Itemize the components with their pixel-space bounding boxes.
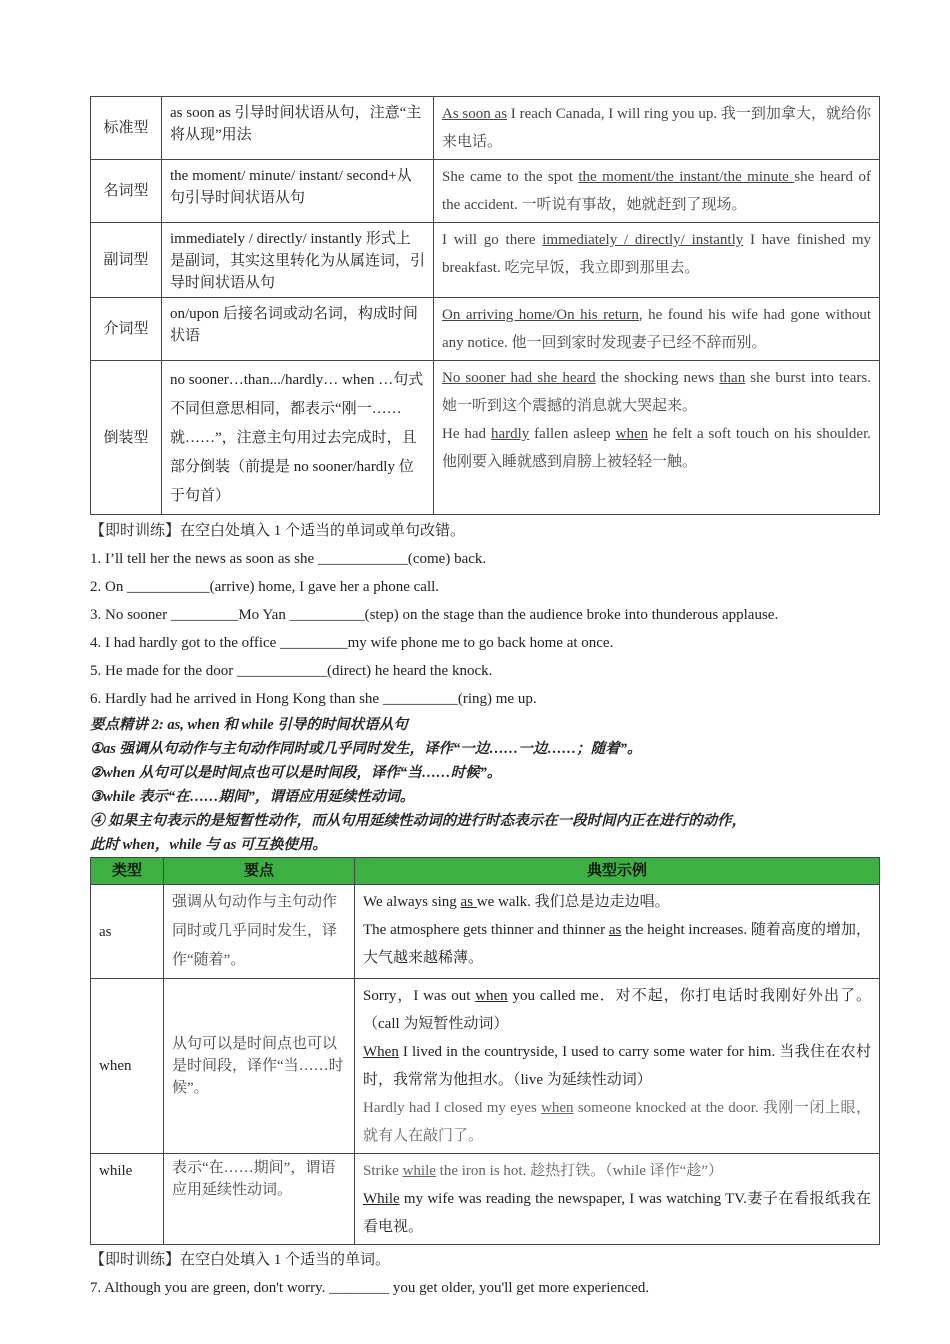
example-cell bbox=[355, 979, 880, 1154]
example-sentence bbox=[363, 1185, 871, 1241]
practice-item: 4. I had hardly got to the office _________my wife phone me to go back home at once. bbox=[90, 635, 614, 651]
practice-item: 1. I’ll tell her the news as soon as she ____________(come) back. bbox=[90, 551, 487, 567]
underlined-phrase: when bbox=[475, 988, 508, 1004]
type-cell: 副词型 bbox=[91, 223, 162, 298]
table-row bbox=[91, 979, 880, 1154]
point-cell: immediately / directly/ instantly 形式上是副词，其实这里转化为从属连词，引导时间状语从句 bbox=[162, 223, 434, 298]
column-header: 要点 bbox=[164, 858, 355, 885]
example-text: fallen asleep bbox=[529, 426, 616, 442]
underlined-phrase: While bbox=[363, 1191, 400, 1207]
example-text: my wife was reading the newspaper, I was watching TV.妻子在看报纸我在看电视。 bbox=[363, 1191, 871, 1235]
example-cell bbox=[355, 1154, 880, 1245]
table-row bbox=[91, 223, 880, 298]
table-row bbox=[91, 97, 880, 160]
column-header: 类型 bbox=[91, 858, 164, 885]
practice-header: 【即时训练】在空白处填入 1 个适当的单词。 bbox=[90, 1252, 391, 1268]
example-text: I lived in the countryside, I used to carry some water for him. 当我住在农村时，我常常为他担水。（live 为延续性动词） bbox=[363, 1044, 871, 1088]
underlined-phrase: immediately / directly/ instantly bbox=[542, 232, 744, 248]
table-row bbox=[91, 361, 880, 515]
example-text: , he found his wife had gone without any notice. 他一回到家时发现妻子已经不辞而别。 bbox=[442, 307, 871, 351]
example-text: The atmosphere gets thinner and thinner bbox=[363, 922, 609, 938]
underlined-phrase: while bbox=[402, 1163, 436, 1179]
table-row bbox=[91, 1154, 880, 1245]
keypoint-item: ①as 强调从句动作与主句动作同时或几乎同时发生，译作“一边……一边……；随着”。 bbox=[90, 741, 642, 757]
underlined-phrase: hardly bbox=[490, 426, 530, 442]
practice-header: 【即时训练】在空白处填入 1 个适当的单词或单句改错。 bbox=[90, 523, 466, 539]
example-text: I have finished my breakfast. 吃完早饭，我立即到那里去。 bbox=[442, 232, 871, 276]
underlined-phrase: when bbox=[541, 1100, 574, 1116]
example-sentence bbox=[442, 364, 871, 420]
practice-item: 5. He made for the door ____________(direct) he heard the knock. bbox=[90, 663, 493, 679]
type-cell: while bbox=[91, 1154, 164, 1245]
keypoint-item: ④ 如果主句表示的是短暂性动作，而从句用延续性动词的进行时态表示在一段时间内正在进行的动作， bbox=[90, 813, 747, 829]
keypoint-section bbox=[90, 713, 880, 857]
table-row bbox=[91, 298, 880, 361]
underlined-phrase: than bbox=[719, 370, 746, 386]
table-row bbox=[91, 885, 880, 979]
underlined-phrase: when bbox=[615, 426, 649, 442]
practice-item: 3. No sooner _________Mo Yan __________(step) on the stage than the audience broke into thunderous applause. bbox=[90, 607, 779, 623]
type-cell: as bbox=[91, 885, 164, 979]
example-text: We always sing bbox=[363, 894, 461, 910]
underlined-phrase: When bbox=[363, 1044, 399, 1060]
example-text: I reach Canada, I will ring you up. 我一到加拿大，就给你来电话。 bbox=[442, 106, 871, 150]
example-cell bbox=[355, 885, 880, 979]
example-text: Sorry，I was out bbox=[363, 988, 476, 1004]
example-text: we walk. 我们总是边走边唱。 bbox=[476, 894, 670, 910]
example-sentence bbox=[442, 420, 871, 476]
example-text: I will go there bbox=[442, 232, 543, 248]
keypoint-item: ②when 从句可以是时间点也可以是时间段，译作“当……时候”。 bbox=[90, 765, 502, 781]
underlined-phrase: As soon as bbox=[442, 106, 508, 122]
type-cell: 名词型 bbox=[91, 160, 162, 223]
time-clause-table bbox=[90, 96, 880, 515]
example-text: he felt a soft touch on his shoulder. 他刚要入睡就感到肩膀上被轻轻一触。 bbox=[442, 426, 872, 470]
type-cell: when bbox=[91, 979, 164, 1154]
example-sentence bbox=[363, 1038, 871, 1094]
type-cell: 标准型 bbox=[91, 97, 162, 160]
type-cell: 介词型 bbox=[91, 298, 162, 361]
example-text: He had bbox=[442, 426, 491, 442]
table-row bbox=[91, 160, 880, 223]
underlined-phrase: On arriving home/On his return bbox=[442, 307, 639, 323]
underlined-phrase: the moment/the instant/the minute bbox=[578, 169, 795, 185]
underlined-phrase: as bbox=[608, 922, 622, 938]
point-cell: 从句可以是时间点也可以是时间段，译作“当……时候”。 bbox=[164, 979, 355, 1154]
practice-section-1 bbox=[90, 517, 880, 713]
practice-item: 2. On ___________(arrive) home, I gave her a phone call. bbox=[90, 579, 440, 595]
example-text: the shocking news bbox=[595, 370, 720, 386]
example-text: She came to the spot bbox=[442, 169, 579, 185]
example-text: you called me．对不起，你打电话时我刚好外出了。（call 为短暂性动词） bbox=[363, 988, 871, 1032]
page bbox=[90, 96, 880, 1302]
example-cell bbox=[434, 97, 880, 160]
point-cell: as soon as 引导时间状语从句，注意“主将从现”用法 bbox=[162, 97, 434, 160]
example-cell bbox=[434, 223, 880, 298]
practice-section-2 bbox=[90, 1246, 880, 1302]
example-text: the iron is hot. 趁热打铁。（while 译作“趁”） bbox=[435, 1163, 723, 1179]
underlined-phrase: No sooner had she heard bbox=[442, 370, 596, 386]
keypoint-item: ③while 表示“在……期间”，谓语应用延续性动词。 bbox=[90, 789, 415, 805]
example-text: Strike bbox=[363, 1163, 403, 1179]
point-cell: no sooner…than.../hardly… when …句式不同但意思相同，都表示“刚一……就……”，注意主句用过去完成时，且部分倒装（前提是 no sooner/hardly 位于句首） bbox=[162, 361, 434, 515]
keypoint-item: 此时 when，while 与 as 可互换使用。 bbox=[90, 837, 327, 853]
example-cell bbox=[434, 298, 880, 361]
example-sentence bbox=[363, 1094, 871, 1150]
example-text: she burst into tears. 她一听到这个震撼的消息就大哭起来。 bbox=[442, 370, 871, 414]
section-title: 要点精讲 2: as, when 和 while 引导的时间状语从句 bbox=[90, 717, 408, 733]
point-cell: on/upon 后接名词或动名词，构成时间状语 bbox=[162, 298, 434, 361]
example-text: the height increases. 随着高度的增加，大气越来越稀薄。 bbox=[363, 922, 871, 966]
point-cell: 强调从句动作与主句动作同时或几乎同时发生，译作“随着”。 bbox=[164, 885, 355, 979]
example-text: someone knocked at the door. 我刚一闭上眼，就有人在敲门了。 bbox=[363, 1100, 871, 1144]
column-header: 典型示例 bbox=[355, 858, 880, 885]
as-when-while-table bbox=[90, 857, 880, 1245]
table-header-row bbox=[91, 858, 880, 885]
example-sentence bbox=[363, 916, 871, 972]
example-sentence bbox=[363, 982, 871, 1038]
underlined-phrase: as bbox=[460, 894, 477, 910]
point-cell: 表示“在……期间”，谓语应用延续性动词。 bbox=[164, 1154, 355, 1245]
example-cell bbox=[434, 160, 880, 223]
example-text: Hardly had I closed my eyes bbox=[363, 1100, 542, 1116]
example-sentence bbox=[363, 1157, 871, 1185]
example-text: she heard of the accident. 一听说有事故，她就赶到了现场。 bbox=[442, 169, 871, 213]
type-cell: 倒装型 bbox=[91, 361, 162, 515]
point-cell: the moment/ minute/ instant/ second+从句引导时间状语从句 bbox=[162, 160, 434, 223]
example-cell bbox=[434, 361, 880, 515]
practice-item: 6. Hardly had he arrived in Hong Kong than she __________(ring) me up. bbox=[90, 691, 537, 707]
practice-item: 7. Although you are green, don't worry. ________ you get older, you'll get more experienced. bbox=[90, 1280, 650, 1296]
example-sentence bbox=[363, 888, 871, 916]
